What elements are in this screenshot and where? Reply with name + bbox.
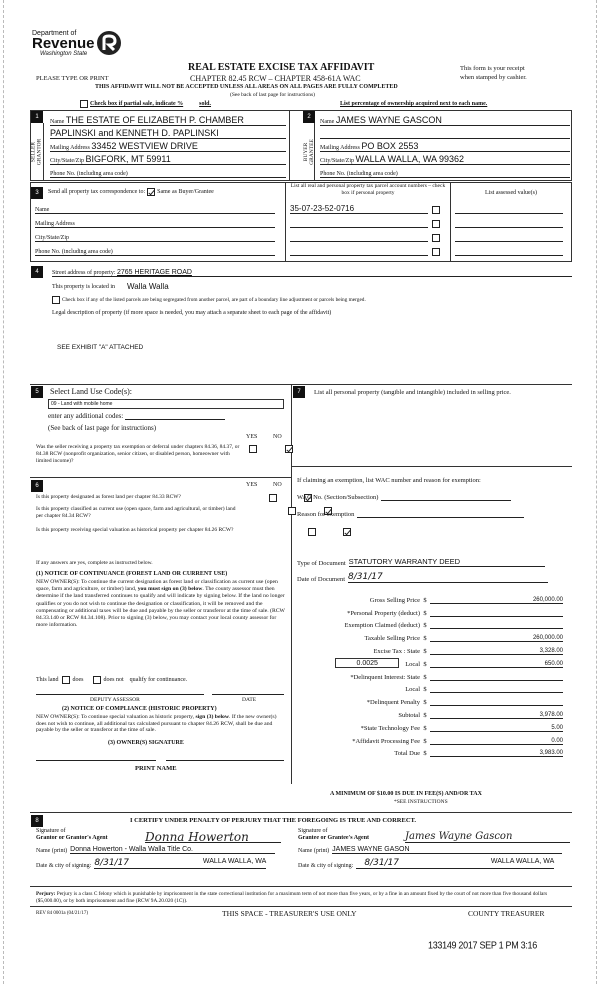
same-as-buyer-label: Same as Buyer/Grantee — [157, 189, 214, 195]
reason-label: Reason for exemption — [297, 511, 355, 518]
tax-row-label: *State Technology Fee — [360, 724, 420, 732]
treasurer-use-label: THIS SPACE - TREASURER'S USE ONLY — [222, 909, 357, 918]
section-2-number: 2 — [303, 111, 315, 123]
buyer-phone-label: Phone No. (including area code) — [320, 171, 398, 177]
logo-line-3: Washington State — [40, 51, 88, 57]
grantee-name-field[interactable]: JAMES WAYNE GASON — [332, 846, 562, 854]
doc-date-row — [297, 572, 548, 583]
parcel-row — [290, 200, 440, 214]
owner-signature-line-2[interactable] — [166, 760, 284, 761]
partial-sale-checkbox[interactable] — [80, 100, 88, 108]
exemption-no-checkbox[interactable] — [285, 445, 293, 453]
parcel-row — [290, 242, 440, 256]
personal-property-checkbox[interactable] — [432, 248, 440, 256]
seller-city-field[interactable] — [50, 152, 286, 165]
tax-row: Local $ — [297, 681, 572, 694]
assessed-value-field[interactable] — [455, 214, 563, 228]
street-address-field[interactable] — [52, 266, 572, 277]
warning-text: THIS AFFIDAVIT WILL NOT BE ACCEPTED UNLESS ALL AREAS ON ALL PAGES ARE FULLY COMPLETED — [95, 84, 398, 90]
corr-mailing-field[interactable] — [35, 214, 275, 228]
send-correspondence-row — [48, 188, 214, 196]
divider — [30, 384, 292, 385]
buyer-name-field-2[interactable] — [320, 126, 570, 139]
grantor-sig-line-2: Grantor or Grantor's Agent — [36, 835, 108, 841]
perjury-bold: Perjury: — [36, 891, 56, 897]
see-instructions-note: *SEE INSTRUCTIONS — [394, 799, 448, 805]
tax-calculation-table — [297, 591, 572, 757]
sold-label: sold. — [199, 101, 212, 107]
additional-codes-label: enter any additional codes: — [48, 412, 124, 420]
wac-row — [297, 494, 511, 501]
segregated-checkbox[interactable] — [52, 296, 60, 304]
legal-description-value[interactable]: SEE EXHIBIT "A" ATTACHED — [57, 344, 144, 351]
section-4-number: 4 — [31, 266, 43, 278]
section-5-number: 5 — [31, 386, 43, 398]
wac-label: WAC No. (Section/Subsection) — [297, 494, 379, 501]
corr-name-label: Name — [35, 207, 50, 213]
seller-name-value: THE ESTATE OF ELIZABETH P. CHAMBER — [65, 115, 244, 125]
reason-field[interactable] — [357, 511, 524, 518]
partial-sale-row — [80, 100, 211, 108]
grantee-date-label: Date & city of signing: — [298, 863, 354, 869]
reason-row — [297, 511, 524, 518]
additional-codes-row — [48, 412, 225, 420]
land-use-label: Select Land Use Code(s): — [50, 387, 132, 396]
divider — [30, 477, 292, 478]
grantee-name-row — [298, 846, 562, 854]
tax-row-value[interactable]: 0.00 — [430, 738, 563, 745]
parcel-list — [290, 200, 440, 256]
if-yes-note: If any answers are yes, complete as instructed below. — [36, 560, 153, 566]
seller-fields — [50, 113, 286, 178]
doc-date-label: Date of Document — [297, 576, 346, 583]
grantee-date-field[interactable]: 8/31/17 — [364, 858, 400, 868]
personal-property-checkbox[interactable] — [432, 206, 440, 214]
tax-row-value[interactable] — [430, 684, 563, 693]
notice-2-text-b: . If the new owner(s) does not wish to continue, all additional tax calculated pursuant to chapter 84.26 RCW, shall be due and payable by the seller or transferor at the time of sale. — [36, 714, 277, 733]
historical-question: Is this property receiving special valuation as historical property per chapter 84.26 RCW? — [36, 527, 234, 533]
form-number: REV 84 0001a (04/21/17) — [36, 911, 88, 916]
tax-row-value[interactable]: 3,983.00 — [430, 750, 563, 757]
buyer-label: BUYER — [302, 142, 309, 162]
seller-name-field-2[interactable] — [50, 126, 286, 139]
historical-yes-checkbox[interactable] — [308, 528, 316, 536]
tax-row-value[interactable]: 650.00 — [430, 661, 563, 668]
buyer-fields — [320, 113, 570, 178]
tax-row: 0.0025 Local $ 650.00 — [297, 655, 572, 668]
notice-1-text-a: NEW OWNER(S): To continue the current designation as forest land or classification as current use (open space, farm and agriculture, or timber) land, — [36, 579, 278, 593]
wac-field[interactable] — [381, 494, 511, 501]
tax-row: *Delinquent Interest: State $ — [297, 668, 572, 681]
assessed-values — [455, 200, 563, 256]
section-1-number: 1 — [31, 111, 43, 123]
tax-row-label: Local — [405, 686, 420, 694]
receipt-note-line-2: when stamped by cashier. — [460, 74, 527, 81]
tax-row-label: Taxable Selling Price — [364, 635, 420, 643]
tax-row: *Affidavit Processing Fee $ 0.00 — [297, 732, 572, 745]
partial-sale-label: Check box if partial sale, indicate % — [90, 101, 184, 107]
corr-city-field[interactable] — [35, 228, 275, 242]
seller-label: SELLER — [30, 141, 37, 163]
assessed-value-field[interactable] — [455, 200, 563, 214]
corr-mailing-label: Mailing Address — [35, 221, 75, 227]
assessed-header: List assessed value(s) — [485, 190, 537, 196]
personal-property-label: List all personal property (tangible and intangible) included in selling price. — [314, 389, 511, 396]
tax-row-value[interactable] — [430, 697, 563, 706]
seller-city-label: City/State/Zip — [50, 158, 84, 164]
seller-name-field[interactable] — [50, 113, 286, 126]
section-3-number: 3 — [31, 187, 43, 199]
form-chapter: CHAPTER 82.45 RCW – CHAPTER 458-61A WAC — [190, 74, 361, 83]
cashier-stamp: 133149 2017 SEP 1 PM 3:16 — [428, 939, 537, 951]
tax-row-label: *Personal Property (deduct) — [347, 609, 420, 617]
tax-row: Excise Tax : State $ 3,328.00 — [297, 642, 572, 655]
deputy-assessor-label: DEPUTY ASSESSOR — [90, 697, 140, 703]
parcel-number-field[interactable] — [290, 246, 428, 256]
continuance-row — [36, 676, 187, 684]
logo-line-2: Revenue — [32, 35, 95, 52]
buyer-name-label: Name — [320, 119, 335, 125]
minimum-due-note: A MINIMUM OF $10.00 IS DUE IN FEE(S) AND/OR TAX — [330, 791, 482, 797]
grantee-date-row — [298, 858, 554, 869]
seller-city-value: BIGFORK, MT 59911 — [85, 154, 171, 164]
tax-row-value[interactable] — [430, 620, 563, 629]
correspondence-fields — [35, 200, 275, 256]
grantor-label: GRANTOR — [36, 138, 43, 166]
does-checkbox[interactable] — [62, 676, 70, 684]
tax-row-value[interactable]: 3,328.00 — [430, 648, 563, 655]
divider — [30, 906, 572, 907]
grantor-date-label: Date & city of signing: — [36, 863, 92, 869]
seller-phone-label: Phone No. (including area code) — [50, 171, 128, 177]
date-label: DATE — [242, 697, 257, 703]
tax-row: *State Technology Fee $ 5.00 — [297, 719, 572, 732]
corr-city-label: City/State/Zip — [35, 235, 69, 241]
tax-row-label: *Affidavit Processing Fee — [352, 737, 420, 745]
exemption-question: Was the seller receiving a property tax exemption or deferral under chapters 84.36, 84.37, or 84.38 RCW (nonprofit organization, senior citizen, or disabled person, homeowner with limited income)? — [36, 444, 240, 464]
divider — [285, 182, 286, 262]
seller-mailing-field[interactable] — [50, 139, 286, 152]
grantor-signature-field[interactable]: Donna Howerton — [145, 833, 281, 843]
additional-codes-field[interactable] — [125, 412, 225, 420]
buyer-mailing-label: Mailing Address — [320, 145, 360, 151]
exemption-yes-checkbox[interactable] — [249, 445, 257, 453]
does-not-label: does not — [103, 677, 124, 683]
receipt-note — [460, 64, 527, 82]
seller-mailing-label: Mailing Address — [50, 145, 90, 151]
tax-row: Subtotal $ 3,978.00 — [297, 706, 572, 719]
tax-row: Total Due $ 3,983.00 — [297, 745, 572, 758]
owner-signature-line[interactable] — [36, 760, 156, 761]
notice-2-body — [36, 714, 286, 734]
deputy-assessor-line[interactable] — [36, 694, 204, 695]
print-name-label: PRINT NAME — [135, 765, 177, 772]
scan-edge-right — [596, 0, 597, 984]
grantee-label: GRANTEE — [308, 139, 315, 165]
street-address-label: Street address of property: — [52, 270, 116, 276]
tax-row-value[interactable]: 260,000.00 — [430, 597, 563, 604]
tax-row-label: *Delinquent Penalty — [366, 699, 420, 707]
notice-2-text-a: NEW OWNER(S): To continue special valuation as historic property, — [36, 714, 195, 720]
grantee-signature-field[interactable]: James Wayne Gascon — [405, 833, 570, 843]
forest-land-question: Is this property designated as forest land per chapter 84.33 RCW? — [36, 494, 181, 500]
seller-name-label: Name — [50, 119, 65, 125]
this-land-label: This land — [36, 677, 59, 683]
grantor-date-field[interactable]: 8/31/17 — [94, 858, 130, 868]
tax-row-value[interactable]: 3,978.00 — [430, 712, 563, 719]
personal-property-checkbox[interactable] — [432, 234, 440, 242]
corr-phone-field[interactable] — [35, 242, 275, 256]
notice-2-bold: sign (3) below — [195, 714, 229, 720]
no-header: NO — [273, 434, 282, 440]
divider — [292, 466, 572, 467]
certify-statement: I CERTIFY UNDER PENALTY OF PERJURY THAT THE FOREGOING IS TRUE AND CORRECT. — [130, 817, 417, 824]
logo-line-1: Department of — [32, 30, 77, 37]
parcel-number-field[interactable] — [290, 218, 428, 228]
doc-date-field[interactable]: 8/31/17 — [348, 572, 548, 583]
notice-1-bold: you must sign on (3) below — [137, 586, 203, 593]
buyer-phone-field[interactable] — [320, 165, 570, 178]
tax-row-label: Local — [405, 660, 420, 668]
perjury-note — [36, 891, 572, 905]
seller-phone-field[interactable] — [50, 165, 286, 178]
seller-name-value-2: PAPLINSKI and KENNETH D. PAPLINSKI — [50, 128, 219, 138]
perjury-text: Perjury is a class C felony which is punishable by imprisonment in the state correctional institution for a maximum term of not more than five years, or by a fine in an amount fixed by the court of not more than five thousand dollars ($5,000.00), or by both imprisonment and fine (RCW 9A.20.020 (1C)). — [36, 891, 548, 904]
current-use-yes-checkbox[interactable] — [288, 507, 296, 515]
parcel-number-field[interactable] — [290, 232, 428, 242]
notice-1-title: (1) NOTICE OF CONTINUANCE (FOREST LAND OR CURRENT USE) — [36, 571, 228, 577]
grantee-sig-line-2: Grantee or Grantee's Agent — [298, 835, 370, 841]
notice-1-text-b: . The county assessor must then determine if the land transferred continues to qualify and will indicate by signing below. If the land no longer qualifies or you do not wish to continue the designation or classification, it will be removed and the compensating or additional taxes will be due and payable by the seller or transferor at the time of sale. (RCW 84.33.140 or RCW 84.34.108). Prior to signing (3) below, you may contact your local county assessor for more information. — [36, 586, 285, 629]
tax-row-label: *Delinquent Interest: State — [350, 673, 420, 681]
seller-mailing-value: 33452 WESTVIEW DRIVE — [91, 141, 198, 151]
see-back-text: (See back of last page for instructions) — [230, 92, 315, 98]
personal-property-checkbox[interactable] — [432, 220, 440, 228]
segregated-label: Check box if any of the listed parcels are being segregated from another parcel, are part of a boundary line adjustment or parcels being merged. — [62, 297, 366, 303]
land-use-code-select[interactable]: 09 - Land with mobile home — [48, 399, 284, 409]
assessed-value-field[interactable] — [455, 242, 563, 256]
buyer-city-field[interactable] — [320, 152, 570, 165]
tax-row: *Delinquent Penalty $ — [297, 693, 572, 706]
form-title: REAL ESTATE EXCISE TAX AFFIDAVIT — [188, 62, 375, 73]
divider — [30, 812, 572, 813]
doc-type-label: Type of Document — [297, 560, 346, 567]
doc-type-field[interactable]: STATUTORY WARRANTY DEED — [349, 557, 545, 567]
tax-row-label: Gross Selling Price — [369, 596, 420, 604]
grantor-name-label: Name (print) — [36, 848, 68, 854]
section-7-number: 7 — [293, 386, 305, 398]
notice-1-body — [36, 579, 286, 629]
notice-2-title: (2) NOTICE OF COMPLIANCE (HISTORIC PROPERTY) — [62, 706, 217, 712]
tax-row-value[interactable]: 260,000.00 — [430, 635, 563, 642]
qualify-label: qualify for continuance. — [129, 677, 188, 683]
buyer-mailing-value: PO BOX 2553 — [361, 141, 419, 151]
grantor-date-row — [36, 858, 266, 869]
divider — [292, 384, 572, 385]
grantee-signature-label — [298, 828, 369, 842]
yes-header: YES — [246, 434, 258, 440]
tax-row-label: Total Due — [394, 750, 420, 758]
historical-no-checkbox[interactable] — [343, 528, 351, 536]
parcel-row — [290, 228, 440, 242]
yes-header: YES — [246, 482, 258, 488]
same-as-buyer-checkbox[interactable] — [147, 188, 155, 196]
send-correspondence-label: Send all property tax correspondence to: — [48, 189, 146, 195]
tax-row-value[interactable] — [430, 672, 563, 681]
grantee-city-field[interactable]: WALLA WALLA, WA — [490, 858, 555, 865]
dor-logo — [32, 30, 122, 57]
tax-row-label: Exemption Claimed (deduct) — [344, 622, 420, 630]
tax-row-value[interactable] — [430, 608, 563, 617]
parcel-number-field[interactable]: 35-07-23-52-0716 — [290, 204, 428, 214]
segregated-row — [52, 296, 366, 304]
current-use-question: Is this property classified as current use (open space, farm and agricultural, or timber) land per chapter 84.34 RCW? — [36, 506, 236, 519]
located-in-value[interactable]: Walla Walla — [127, 282, 169, 291]
grantee-name-label: Name (print) — [298, 848, 330, 854]
tax-row-label: Subtotal — [398, 711, 420, 719]
grantor-city-field[interactable]: WALLA WALLA, WA — [202, 858, 267, 865]
see-back-instructions: (See back of last page for instructions) — [48, 424, 157, 432]
located-in-row — [52, 282, 169, 291]
tax-row: Gross Selling Price $ 260,000.00 — [297, 591, 572, 604]
grantee-sig-line-1: Signature of — [298, 828, 328, 834]
section-8-number: 8 — [31, 815, 43, 827]
deputy-date-line[interactable] — [212, 694, 284, 695]
divider — [450, 182, 451, 262]
tax-row-value[interactable]: 5.00 — [430, 725, 563, 732]
exemption-label: If claiming an exemption, list WAC number and reason for exemption: — [297, 477, 481, 484]
section-6-number: 6 — [31, 480, 43, 492]
grantor-signature-label — [36, 828, 108, 842]
local-rate-field[interactable]: 0.0025 — [335, 658, 399, 668]
ownership-note: List percentage of ownership acquired next to each name. — [340, 101, 488, 107]
parcel-row — [290, 214, 440, 228]
tax-row: Taxable Selling Price $ 260,000.00 — [297, 629, 572, 642]
grantor-name-row — [36, 846, 275, 854]
corr-name-field[interactable] — [35, 200, 275, 214]
divider — [30, 886, 572, 887]
buyer-mailing-field[interactable] — [320, 139, 570, 152]
forest-yes-checkbox[interactable] — [269, 494, 277, 502]
receipt-note-line-1: This form is your receipt — [460, 65, 525, 72]
county-treasurer-label: COUNTY TREASURER — [468, 909, 545, 918]
buyer-name-value: JAMES WAYNE GASCON — [335, 115, 442, 125]
does-not-checkbox[interactable] — [93, 676, 101, 684]
located-in-label: This property is located in — [52, 283, 115, 290]
owner-signature-label: (3) OWNER(S) SIGNATURE — [108, 740, 184, 746]
does-label: does — [72, 677, 84, 683]
no-header: NO — [273, 482, 282, 488]
divider — [289, 110, 290, 181]
buyer-city-value: WALLA WALLA, WA 99362 — [355, 154, 465, 164]
please-type: PLEASE TYPE OR PRINT — [36, 75, 109, 82]
grantor-name-field[interactable]: Donna Howerton - Walla Walla Title Co. — [70, 846, 275, 854]
street-address-value: 2765 HERITAGE ROAD — [116, 269, 192, 276]
buyer-side-label — [303, 123, 315, 181]
grantor-sig-line-1: Signature of — [36, 828, 66, 834]
tax-row: Exemption Claimed (deduct) $ — [297, 617, 572, 630]
tax-row-label: Excise Tax : State — [373, 647, 420, 655]
scan-edge-left — [3, 0, 4, 984]
dor-logo-icon — [96, 30, 122, 56]
corr-phone-label: Phone No. (including area code) — [35, 249, 113, 255]
doc-type-row — [297, 557, 545, 567]
tax-row: *Personal Property (deduct) $ — [297, 604, 572, 617]
buyer-name-field[interactable] — [320, 113, 570, 126]
legal-description-label: Legal description of property (if more space is needed, you may attach a separate sheet to each page of the affidavit) — [52, 310, 332, 316]
seller-side-label — [30, 123, 44, 181]
buyer-city-label: City/State/Zip — [320, 158, 354, 164]
parcel-header: List all real and personal property tax parcel account numbers – check box if personal property — [290, 183, 446, 196]
assessed-value-field[interactable] — [455, 228, 563, 242]
